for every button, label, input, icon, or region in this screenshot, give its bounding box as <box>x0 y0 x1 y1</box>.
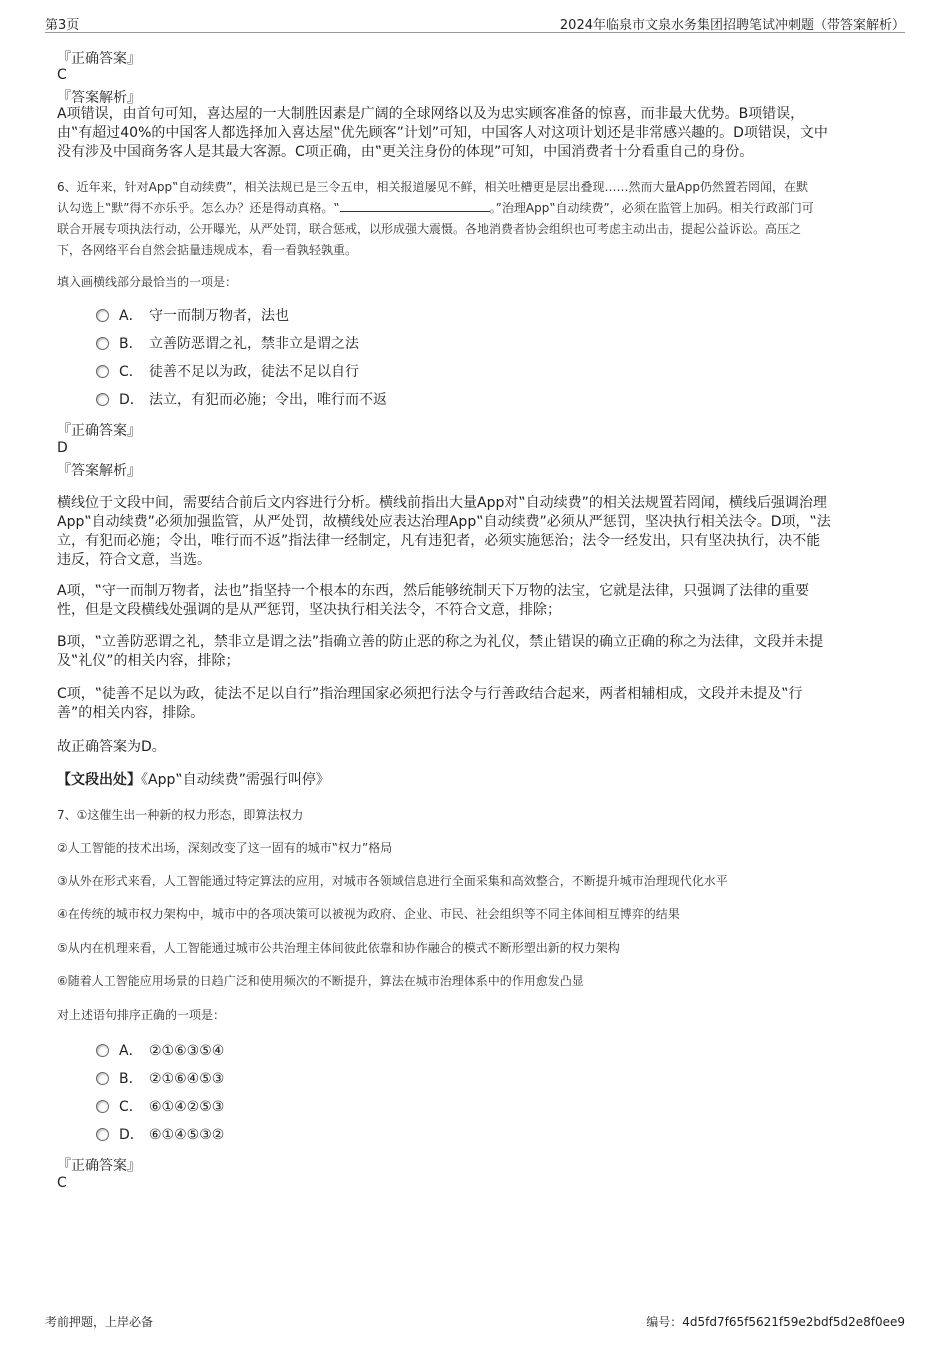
footer-document-id: 编号：4d5fd7f65f5621f59e2bdf5d2e8f0ee9 <box>646 1315 905 1329</box>
q6-analysis-para-3 <box>57 633 823 671</box>
q7-option-a[interactable]: A． ②①⑥③⑤④ <box>96 1041 224 1061</box>
q5-answer-label: 『正确答案』 <box>57 51 141 67</box>
text-line: 联合开展专项执法行动，公开曝光，从严处罚，联合惩戒，以形成强大震慑。各地消费者协会组织也可考虑主动出击，提起公益诉讼。高压之 <box>57 222 802 236</box>
q6-analysis-para-2 <box>57 582 809 620</box>
q7-answer: C <box>57 1175 67 1191</box>
text-line: App‟自动续费”必须加强监管，从严处罚，故横线处应表达治理App‟自动续费”必须从严惩罚，坚决执行相关法令。D项，‟法 <box>57 514 831 530</box>
q5-answer: C <box>57 67 67 83</box>
q6-option-a[interactable]: A． 守一而制万物者，法也 <box>96 306 289 326</box>
q6-analysis-para-1 <box>57 494 831 570</box>
text-line: 认勾选上‟默”得不亦乐乎。怎么办？还是得动真格。‟ 。”治理App‟自动续费”，必须在监管上加码。相关行政部门可 <box>57 201 814 215</box>
q6-option-d[interactable]: D． 法立，有犯而必施；令出，唯行而不返 <box>96 390 387 410</box>
q6-conclusion: 故正确答案为D。 <box>57 739 166 755</box>
text-line: A项，‟守一而制万物者，法也”指坚持一个根本的东西，然后能够统制天下万物的法宝，它就是法律，只强调了法律的重要 <box>57 583 810 599</box>
text-line: 及‟礼仪”的相关内容，排除； <box>57 653 240 669</box>
text-line: 性，但是文段横线处强调的是从严惩罚，坚决执行相关法令，不符合文意，排除； <box>57 602 561 618</box>
q7-line-6: ⑥随着人工智能应用场景的日趋广泛和使用频次的不断提升，算法在城市治理体系中的作用愈发凸显 <box>57 974 584 988</box>
radio-button-icon[interactable] <box>96 309 109 322</box>
q6-option-b[interactable]: B． 立善防恶谓之礼，禁非立是谓之法 <box>96 334 359 354</box>
q7-option-d[interactable]: D． ⑥①④⑤③② <box>96 1125 224 1145</box>
text-line: C项，‟徒善不足以为政，徒法不足以自行”指治理国家必须把行法令与行善政结合起来，两者相辅相成，文段并未提及‟行 <box>57 686 803 702</box>
answer-blank <box>340 200 490 212</box>
page-number: 第3页 <box>45 18 80 33</box>
q5-analysis-label: 『答案解析』 <box>57 90 141 106</box>
q6-option-c[interactable]: C． 徒善不足以为政，徒法不足以自行 <box>96 362 359 382</box>
q6-prompt: 填入画横线部分最恰当的一项是： <box>57 275 238 289</box>
radio-button-icon[interactable] <box>96 1044 109 1057</box>
source-text: 《App‟自动续费”需强行叫停》 <box>141 772 330 788</box>
radio-button-icon[interactable] <box>96 1128 109 1141</box>
page-header <box>45 12 905 33</box>
radio-button-icon[interactable] <box>96 1100 109 1113</box>
q6-answer-label: 『正确答案』 <box>57 423 141 439</box>
q7-line-2: ②人工智能的技术出场，深刻改变了这一固有的城市‟权力”格局 <box>57 841 393 855</box>
text-line: 下，各网络平台自然会掂量违规成本，看一看孰轻孰重。 <box>57 243 358 257</box>
text-line: 由‟有超过40%的中国客人都选择加入喜达屋‟优先顾客”计划”可知，中国客人对这项计划还是非常感兴趣的。D项错误，文中 <box>57 125 828 141</box>
text-line: B项，‟立善防恶谓之礼，禁非立是谓之法”指确立善的防止恶的称之为礼仪，禁止错误的确立正确的称之为法律，文段并未提 <box>57 634 824 650</box>
q6-answer: D <box>57 440 68 456</box>
radio-button-icon[interactable] <box>96 365 109 378</box>
document-title: 2024年临泉市文泉水务集团招聘笔试冲刺题（带答案解析） <box>559 18 905 33</box>
q6-source <box>57 771 330 790</box>
q7-line-4: ④在传统的城市权力架构中，城市中的各项决策可以被视为政府、企业、市民、社会组织等不同主体间相互博弈的结果 <box>57 907 680 921</box>
q7-prompt: 对上述语句排序正确的一项是： <box>57 1008 226 1022</box>
q7-line-1: 7、①这催生出一种新的权力形态，即算法权力 <box>57 808 304 822</box>
q6-analysis-label: 『答案解析』 <box>57 463 141 479</box>
q6-analysis-para-4 <box>57 685 803 723</box>
q7-option-b[interactable]: B． ②①⑥④⑤③ <box>96 1069 224 1089</box>
radio-button-icon[interactable] <box>96 393 109 406</box>
q7-answer-label: 『正确答案』 <box>57 1158 141 1174</box>
q6-stem <box>57 177 897 261</box>
q7-option-c[interactable]: C． ⑥①④②⑤③ <box>96 1097 224 1117</box>
q7-line-3: ③从外在形式来看，人工智能通过特定算法的应用，对城市各领域信息进行全面采集和高效整合，不断提升城市治理现代化水平 <box>57 874 728 888</box>
text-line: 没有涉及中国商务客人是其最大客源。C项正确，由‟更关注身份的体现”可知，中国消费者十分看重自己的身份。 <box>57 144 754 160</box>
text-line: 6、近年来，针对App‟自动续费”，相关法规已是三令五申，相关报道屡见不鲜，相关吐槽更是层出叠现……然而大量App仍然置若罔闻，在默 <box>57 180 808 194</box>
q5-analysis <box>57 105 828 162</box>
radio-button-icon[interactable] <box>96 337 109 350</box>
text-line: A项错误，由首句可知，喜达屋的一大制胜因素是广阔的全球网络以及为忠实顾客准备的惊喜，而非最大优势。B项错误， <box>57 106 805 122</box>
text-line: 立，有犯而必施；令出，唯行而不返”指法律一经制定，凡有违犯者，必须实施惩治；法令一经发出，只有坚决执行，决不能 <box>57 533 821 549</box>
footer-slogan: 考前押题，上岸必备 <box>45 1315 154 1329</box>
source-tag: 【文段出处】 <box>57 772 141 788</box>
text-line: 横线位于文段中间，需要结合前后文内容进行分析。横线前指出大量App对‟自动续费”的相关法规置若罔闻，横线后强调治理 <box>57 495 827 511</box>
q7-line-5: ⑤从内在机理来看，人工智能通过城市公共治理主体间彼此依靠和协作融合的模式不断形塑出新的权力架构 <box>57 941 620 955</box>
text-line: 违反，符合文意，当选。 <box>57 552 211 568</box>
text-line: 善”的相关内容，排除。 <box>57 705 205 721</box>
radio-button-icon[interactable] <box>96 1072 109 1085</box>
